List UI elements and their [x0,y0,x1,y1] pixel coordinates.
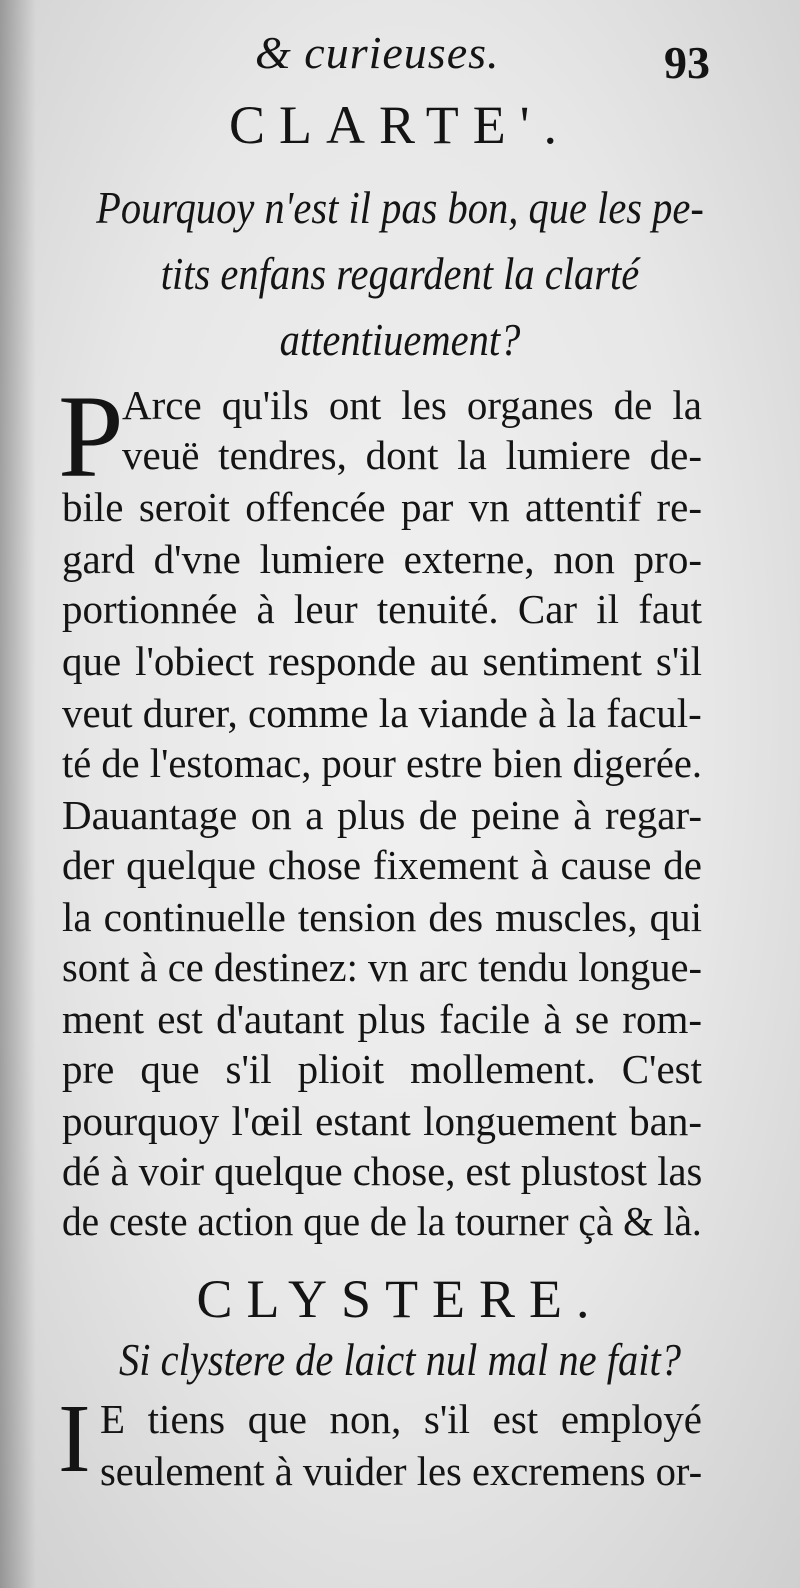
section-title-clarte: CLARTE'. [229,95,571,155]
binding-shadow [0,0,36,1588]
section-title-clystere: CLYSTERE. [196,1269,604,1329]
body-line: dé à voir quelque chose, est plustost las [62,1148,703,1194]
drop-cap: I [58,1385,91,1493]
body-line: de ceste action que de la tourner çà & là. [62,1198,702,1244]
body-line: que l'obiect responde au sentiment s'il [62,638,702,684]
body-line: veut durer, comme la viande à la facul- [62,690,702,736]
body-line: sont à ce destinez: vn arc tendu longue- [62,944,703,990]
question-line: tits enfans regardent la clarté [160,249,640,299]
body-line: E tiens que non, s'il est employé [100,1396,702,1442]
body-line: portionnée à leur tenuité. Car il faut [62,586,702,632]
body-line: veuë tendres, dont la lumiere de- [122,432,702,478]
body-line: gard d'vne lumiere externe, non pro- [62,536,702,582]
body-line: Dauantage on a plus de peine à regar- [62,792,702,838]
body-line: seulement à vuider les excremens or- [100,1448,703,1494]
body-line: pourquoy l'œil estant longuement ban- [62,1098,702,1144]
drop-cap: P [58,371,124,502]
body-line: pre que s'il plioit mollement. C'est [62,1046,702,1092]
body-line: té de l'estomac, pour estre bien digerée. [62,740,703,786]
question-line: attentiuement? [279,315,521,365]
body-line: Arce qu'ils ont les organes de la [122,382,702,428]
question-line: Si clystere de laict nul mal ne fait? [118,1335,681,1385]
body-line: der quelque chose fixement à cause de [62,842,702,888]
running-head: & curieuses. [255,27,500,78]
body-line: bile seroit offencée par vn attentif re- [62,484,702,530]
body-line: la continuelle tension des muscles, qui [62,894,702,940]
question-line: Pourquoy n'est il pas bon, que les pe- [96,183,704,233]
page-number: 93 [664,37,710,88]
body-line: ment est d'autant plus facile à se rom- [62,996,702,1042]
